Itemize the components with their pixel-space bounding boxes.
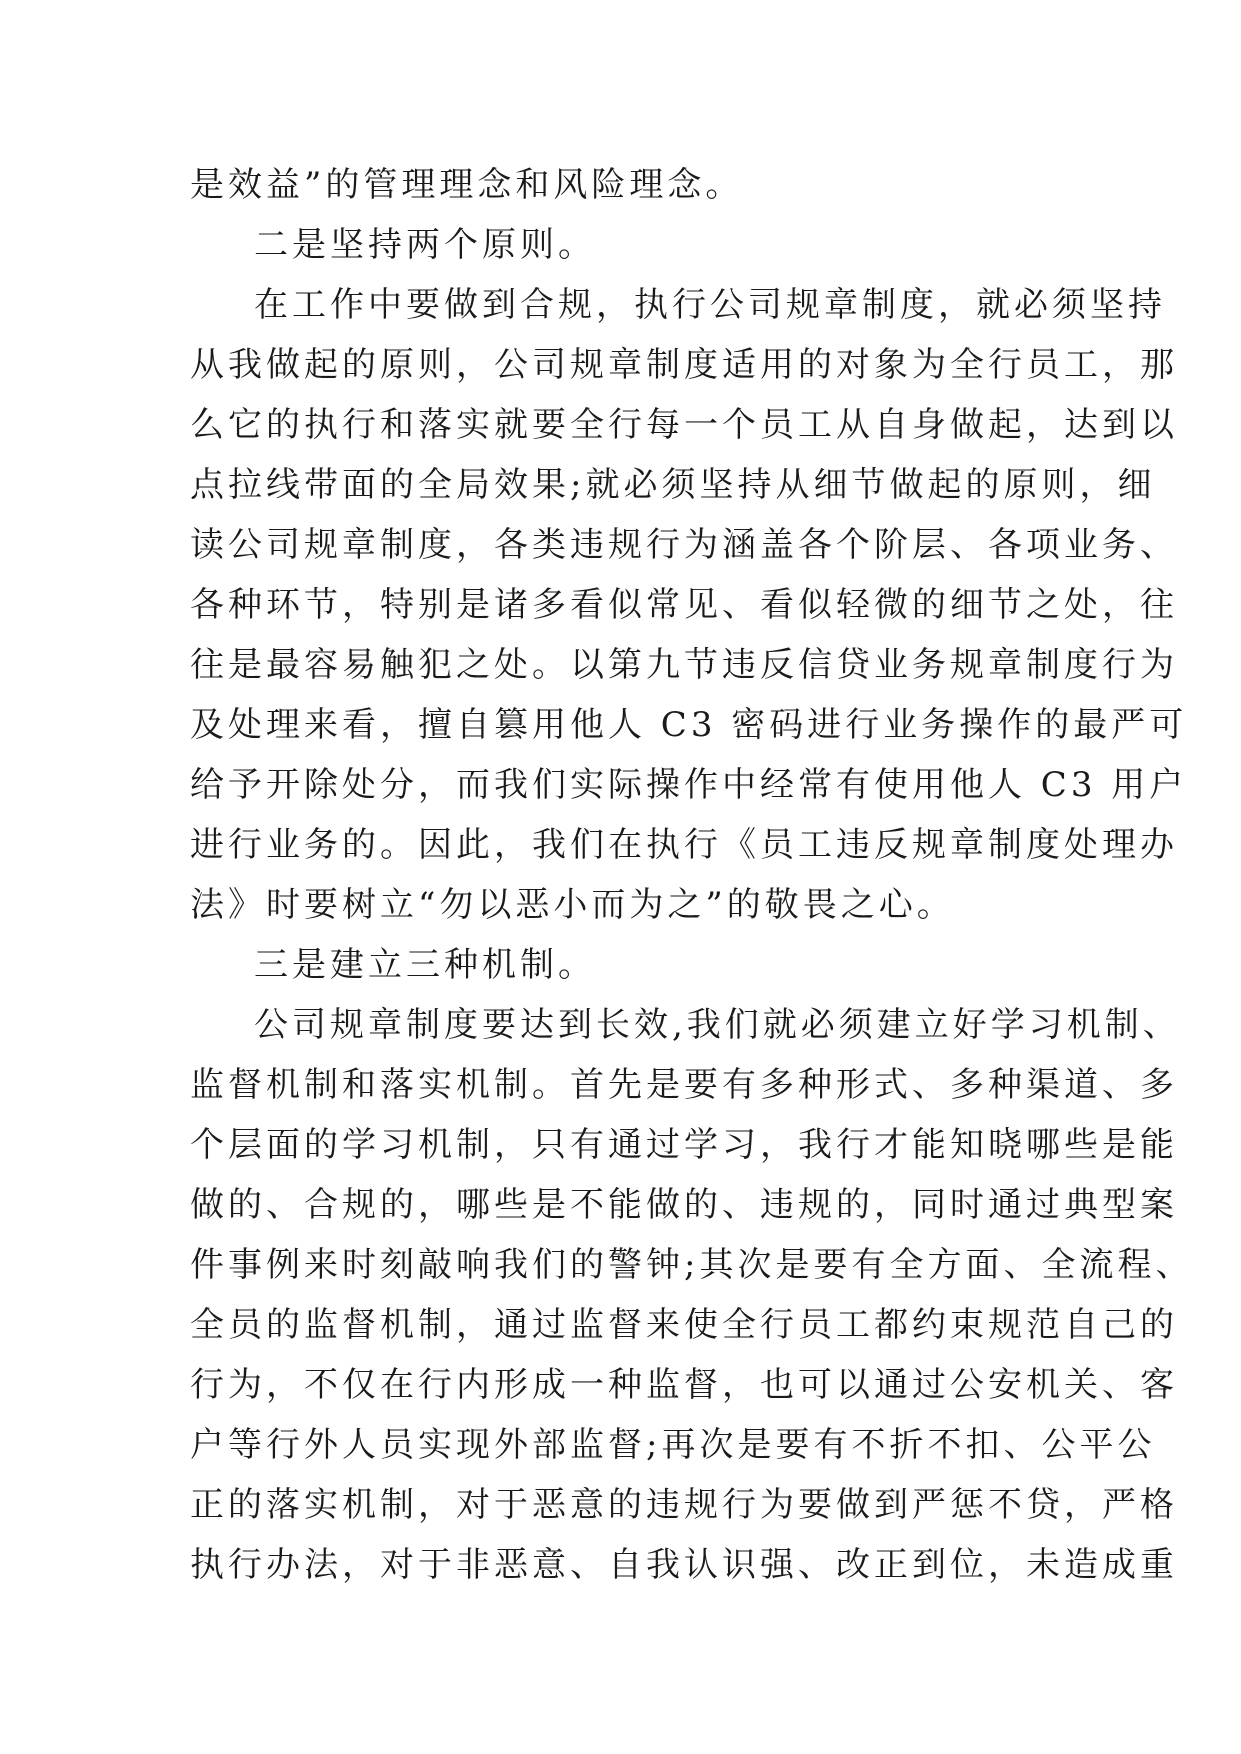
text-line: 各种环节，特别是诸多看似常见、看似轻微的细节之处，往: [190, 585, 1178, 625]
text-line: 正的落实机制，对于恶意的违规行为要做到严惩不贷，严格: [190, 1485, 1178, 1525]
text-line: 及处理来看，擅自篡用他人 C3 密码进行业务操作的最严可: [190, 705, 1188, 745]
text-line: 法》时要树立“勿以恶小而为之”的敬畏之心。: [190, 885, 955, 925]
text-line: 给予开除处分，而我们实际操作中经常有使用他人 C3 用户: [190, 765, 1188, 805]
text-line: 全员的监督机制，通过监督来使全行员工都约束规范自己的: [190, 1305, 1178, 1345]
text-line: 监督机制和落实机制。首先是要有多种形式、多种渠道、多: [190, 1065, 1178, 1105]
text-line: 点拉线带面的全局效果;就必须坚持从细节做起的原则，细: [190, 465, 1156, 505]
text-line: 从我做起的原则，公司规章制度适用的对象为全行员工，那: [190, 345, 1178, 385]
text-line: 公司规章制度要达到长效,我们就必须建立好学习机制、: [254, 1005, 1181, 1045]
text-line: 做的、合规的，哪些是不能做的、违规的，同时通过典型案: [190, 1185, 1178, 1225]
text-line: 是效益”的管理理念和风险理念。: [190, 165, 744, 205]
text-line: 户等行外人员实现外部监督;再次是要有不折不扣、公平公: [190, 1425, 1156, 1465]
text-line: 个层面的学习机制，只有通过学习，我行才能知晓哪些是能: [190, 1125, 1178, 1165]
text-line: 么它的执行和落实就要全行每一个员工从自身做起，达到以: [190, 405, 1178, 445]
text-line: 行为，不仅在行内形成一种监督，也可以通过公安机关、客: [190, 1365, 1178, 1405]
text-line: 进行业务的。因此，我们在执行《员工违反规章制度处理办: [190, 825, 1178, 865]
text-line: 在工作中要做到合规，执行公司规章制度，就必须坚持: [254, 285, 1166, 325]
text-line: 往是最容易触犯之处。以第九节违反信贷业务规章制度行为: [190, 645, 1178, 685]
text-line: 读公司规章制度，各类违规行为涵盖各个阶层、各项业务、: [190, 525, 1178, 565]
body-text: [190, 155, 1194, 1595]
text-line: 三是建立三种机制。: [254, 945, 596, 985]
text-line: 执行办法，对于非恶意、自我认识强、改正到位，未造成重: [190, 1545, 1178, 1585]
text-line: 二是坚持两个原则。: [254, 225, 596, 265]
text-line: 件事例来时刻敲响我们的警钟;其次是要有全方面、全流程、: [190, 1245, 1194, 1285]
